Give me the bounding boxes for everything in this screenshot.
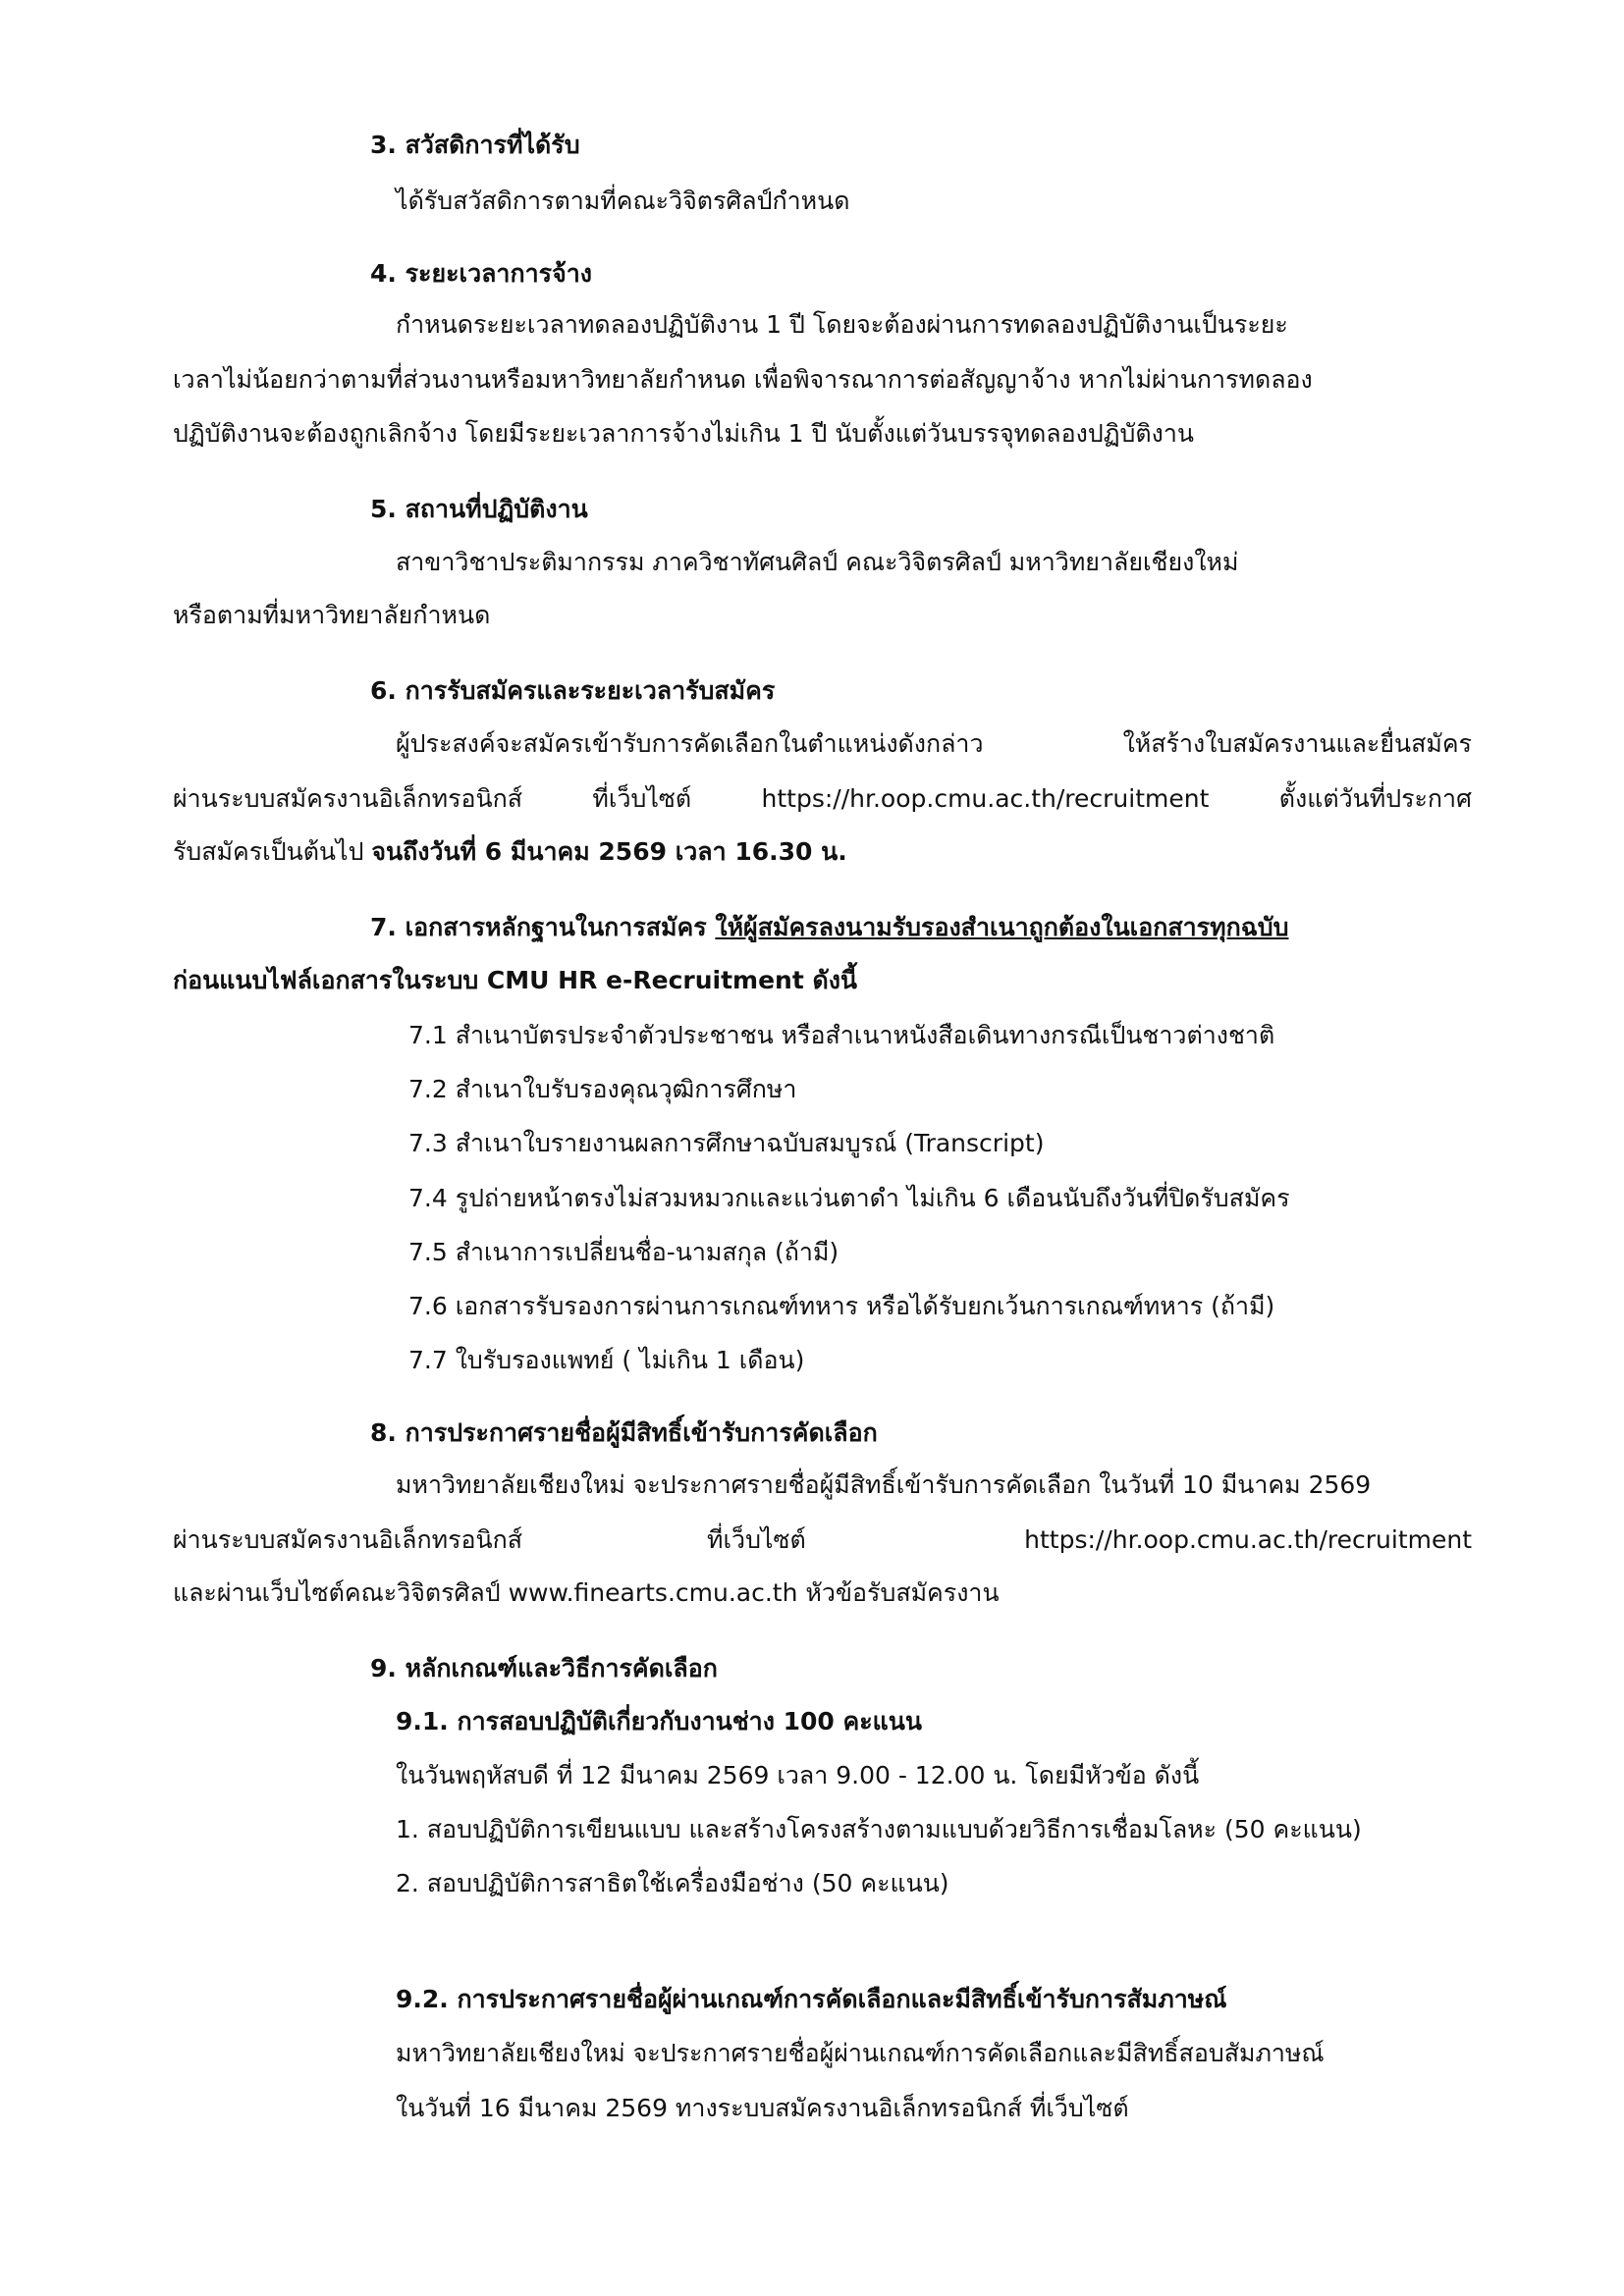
section-6-line-2b: ที่เว็บไซต์	[592, 784, 692, 813]
section-9-2-line-2: ในวันที่ 16 มีนาคม 2569 ทางระบบสมัครงานอิเล็กทรอนิกส์ ที่เว็บไซต์	[396, 2094, 1129, 2122]
section-5-line-2: หรือตามที่มหาวิทยาลัยกำหนด	[173, 601, 491, 629]
section-6-line-2	[173, 782, 1472, 816]
section-8-recruitment-url[interactable]: https://hr.oop.cmu.ac.th/recruitment	[1024, 1525, 1472, 1554]
section-7-heading	[370, 911, 1288, 944]
section-7-item: 7.3 สำเนาใบรายงานผลการศึกษาฉบับสมบูรณ์ (Transcript)	[408, 1129, 1045, 1157]
section-7-heading-line-2: ก่อนแนบไฟล์เอกสารในระบบ CMU HR e-Recruitment ดังนี้	[173, 966, 858, 994]
section-5-heading: 5. สถานที่ปฏิบัติงาน	[370, 495, 588, 523]
section-7-item: 7.6 เอกสารรับรองการผ่านการเกณฑ์ทหาร หรือได้รับยกเว้นการเกณฑ์ทหาร (ถ้ามี)	[408, 1292, 1275, 1320]
section-6-heading: 6. การรับสมัครและระยะเวลารับสมัคร	[370, 676, 776, 705]
section-7-heading-underlined: ให้ผู้สมัครลงนามรับรองสำเนาถูกต้องในเอกสารทุกฉบับ	[715, 913, 1289, 941]
section-9-2-heading: 9.2. การประกาศรายชื่อผู้ผ่านเกณฑ์การคัดเลือกและมีสิทธิ์เข้ารับการสัมภาษณ์	[396, 1985, 1227, 2013]
section-6-line-2d: ตั้งแต่วันที่ประกาศ	[1278, 784, 1472, 813]
section-6-line-3	[173, 835, 847, 869]
section-7-item: 7.2 สำเนาใบรับรองคุณวุฒิการศึกษา	[408, 1075, 797, 1103]
section-6-line-1b: ให้สร้างใบสมัครงานและยื่นสมัคร	[1122, 729, 1472, 758]
section-3-heading: 3. สวัสดิการที่ได้รับ	[370, 131, 580, 159]
section-4-line-3: ปฏิบัติงานจะต้องถูกเลิกจ้าง โดยมีระยะเวลาการจ้างไม่เกิน 1 ปี นับตั้งแต่วันบรรจุทดลองปฏิบัติงาน	[173, 419, 1194, 448]
section-8-line-2a: ผ่านระบบสมัครงานอิเล็กทรอนิกส์	[173, 1525, 523, 1554]
section-4-line-1: กำหนดระยะเวลาทดลองปฏิบัติงาน 1 ปี โดยจะต้องผ่านการทดลองปฏิบัติงานเป็นระยะ	[396, 310, 1288, 339]
section-9-1-line-3: 2. สอบปฏิบัติการสาธิตใช้เครื่องมือช่าง (50 คะแนน)	[396, 1869, 949, 1897]
section-9-1-line-1: ในวันพฤหัสบดี ที่ 12 มีนาคม 2569 เวลา 9.00 - 12.00 น. โดยมีหัวข้อ ดังนี้	[396, 1761, 1200, 1789]
section-8-heading: 8. การประกาศรายชื่อผู้มีสิทธิ์เข้ารับการคัดเลือก	[370, 1418, 878, 1447]
section-7-item: 7.1 สำเนาบัตรประจำตัวประชาชน หรือสำเนาหนังสือเดินทางกรณีเป็นชาวต่างชาติ	[408, 1021, 1275, 1049]
section-7-heading-text: 7. เอกสารหลักฐานในการสมัคร	[370, 913, 716, 941]
section-6-recruitment-url[interactable]: https://hr.oop.cmu.ac.th/recruitment	[761, 784, 1210, 813]
section-5-line-1: สาขาวิชาประติมากรรม ภาควิชาทัศนศิลป์ คณะวิจิตรศิลป์ มหาวิทยาลัยเชียงใหม่	[396, 548, 1239, 576]
section-7-item: 7.7 ใบรับรองแพทย์ ( ไม่เกิน 1 เดือน)	[408, 1346, 805, 1374]
section-6-line-1a: ผู้ประสงค์จะสมัครเข้ารับการคัดเลือกในตำแหน่งดังกล่าว	[396, 729, 984, 758]
section-8-line-1: มหาวิทยาลัยเชียงใหม่ จะประกาศรายชื่อผู้มีสิทธิ์เข้ารับการคัดเลือก ในวันที่ 10 มีนาคม 2569	[396, 1470, 1372, 1499]
section-4-heading: 4. ระยะเวลาการจ้าง	[370, 259, 592, 288]
section-7-item: 7.4 รูปถ่ายหน้าตรงไม่สวมหมวกและแว่นตาดำ ไม่เกิน 6 เดือนนับถึงวันที่ปิดรับสมัคร	[408, 1184, 1290, 1212]
section-4-line-2: เวลาไม่น้อยกว่าตามที่ส่วนงานหรือมหาวิทยาลัยกำหนด เพื่อพิจารณาการต่อสัญญาจ้าง หากไม่ผ่านการทดลอง	[173, 365, 1313, 394]
section-6-line-2a: ผ่านระบบสมัครงานอิเล็กทรอนิกส์	[173, 784, 523, 813]
section-6-deadline: จนถึงวันที่ 6 มีนาคม 2569 เวลา 16.30 น.	[371, 837, 847, 866]
section-9-1-line-2: 1. สอบปฏิบัติการเขียนแบบ และสร้างโครงสร้างตามแบบด้วยวิธีการเชื่อมโลหะ (50 คะแนน)	[396, 1815, 1362, 1843]
section-7-item: 7.5 สำเนาการเปลี่ยนชื่อ-นามสกุล (ถ้ามี)	[408, 1238, 839, 1266]
section-6-line-1	[396, 727, 1472, 761]
section-6-line-3a: รับสมัครเป็นต้นไป	[173, 837, 372, 866]
section-8-line-3: และผ่านเว็บไซต์คณะวิจิตรศิลป์ www.finearts.cmu.ac.th หัวข้อรับสมัครงาน	[173, 1578, 1000, 1607]
section-9-1-heading: 9.1. การสอบปฏิบัติเกี่ยวกับงานช่าง 100 คะแนน	[396, 1707, 922, 1735]
section-3-body: ได้รับสวัสดิการตามที่คณะวิจิตรศิลป์กำหนด	[396, 187, 850, 215]
section-9-heading: 9. หลักเกณฑ์และวิธีการคัดเลือก	[370, 1654, 718, 1682]
section-8-line-2b: ที่เว็บไซต์	[707, 1525, 806, 1554]
section-9-2-line-1: มหาวิทยาลัยเชียงใหม่ จะประกาศรายชื่อผู้ผ่านเกณฑ์การคัดเลือกและมีสิทธิ์สอบสัมภาษณ์	[396, 2039, 1325, 2067]
